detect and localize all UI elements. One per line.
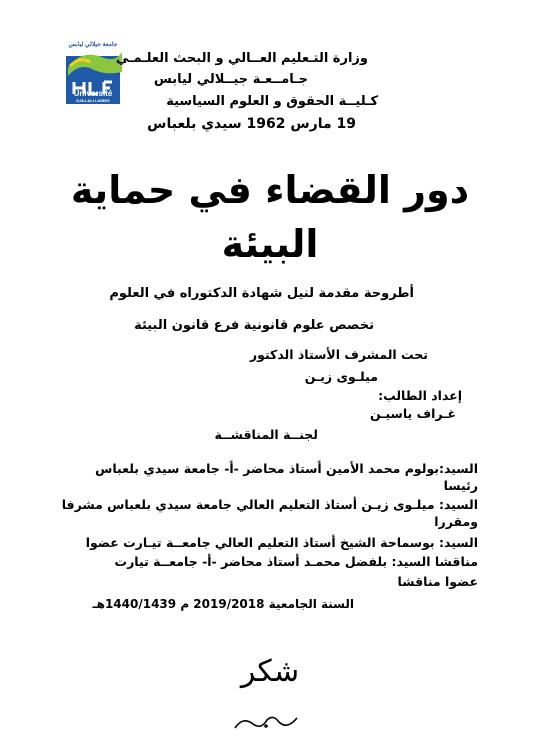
- academic-year: السنة الجامعية 2019/2018 م 1440/1439هـ: [92, 597, 354, 611]
- logo-sub-label: DJILLALI LIABES: [76, 98, 110, 103]
- student-name: غـراف ياسيـن: [369, 406, 456, 421]
- logo-university-label: Université: [73, 89, 113, 98]
- university-logo: [60, 38, 126, 106]
- jury-member-role: ومقررا: [434, 514, 478, 529]
- jury-member-line: مناقشا السيد: بلفضل محمـد أستاذ محاضر -أ- جامعــة تيارت: [114, 554, 478, 569]
- thesis-title-line2: البيئة: [221, 222, 319, 266]
- thesis-specialty: تخصص علوم قانونية فرع قانون البيئة: [134, 318, 374, 333]
- supervisor-label: تحت المشرف الأستاذ الدكتور: [249, 347, 428, 362]
- thesis-title-line1: دور القضاء في حماية: [70, 168, 470, 212]
- student-label: إعداد الطالب:: [378, 388, 462, 403]
- jury-member-role: رئيسا: [443, 478, 478, 493]
- university-line: جـامــعـة جيــلالي ليابس: [153, 72, 308, 87]
- ministry-line: وزارة التـعليم العــالي و البحث العلـمـي: [115, 51, 368, 66]
- jury-member-line: السيد:بولوم محمد الأمين أستاذ محاضر -أ- جامعة سيدي بلعباس: [95, 461, 478, 476]
- logo-arabic-text: جامعة جيلالي ليابس: [68, 42, 118, 48]
- faculty-line: كـليــة الحقوق و العلوم السياسية: [166, 94, 378, 109]
- jury-title: لجنــة المناقشــة: [214, 427, 318, 442]
- jury-member-line: السيد: بوسماحة الشيخ أستاذ التعليم العالي جامعــة تيـارت عضوا: [85, 535, 478, 550]
- jury-member-line: السيد: ميلـوى زيـن أستاذ التعليم العالي جامعة سيدي بلعباس مشرفا: [61, 497, 478, 512]
- campus-line: 19 مارس 1962 سيدي بلعباس: [147, 116, 356, 132]
- supervisor-name: ميلـوى زيـن: [304, 369, 378, 384]
- jury-member-role: عضوا مناقشا: [397, 574, 478, 589]
- thesis-purpose: أطروحة مقدمة لنيل شهادة الدكتوراه في العلوم: [109, 286, 414, 301]
- thanks-heading: شكر: [240, 654, 300, 689]
- ornament-icon: [231, 714, 301, 730]
